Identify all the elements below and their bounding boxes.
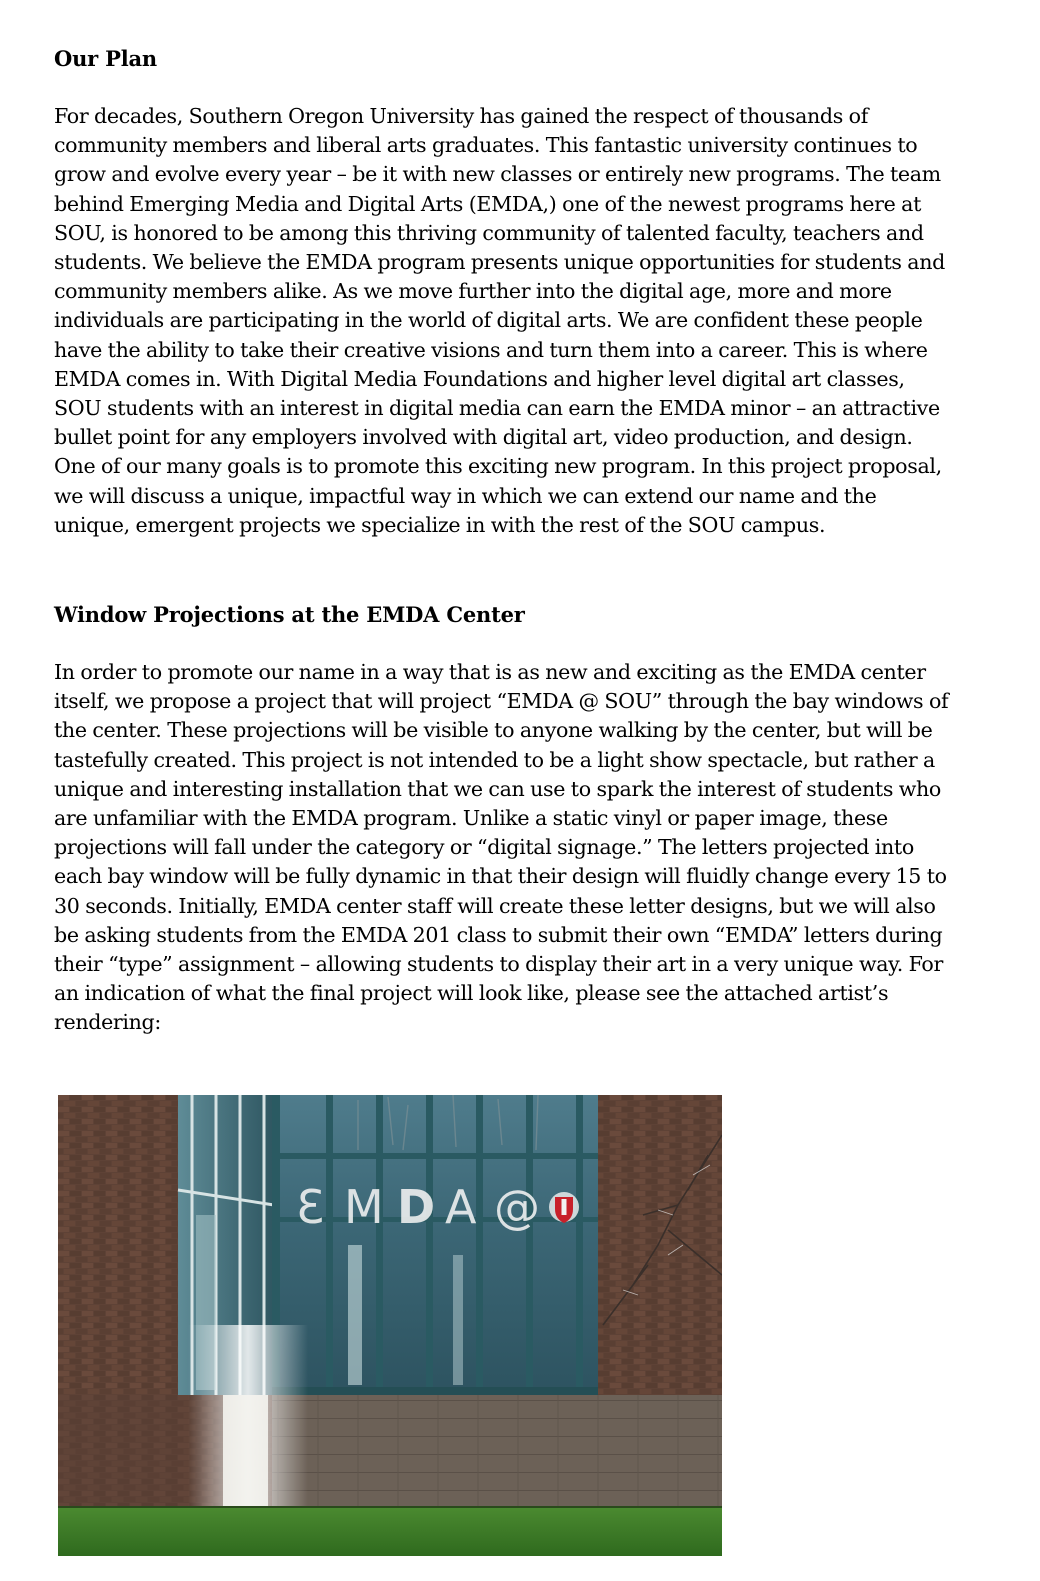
projected-letter-e: Ɛ [296, 1180, 325, 1234]
grass-lawn [58, 1507, 722, 1556]
section-paragraph-our-plan: For decades, Southern Oregon University has gained the respect of thousands of community members and liberal arts graduates. This fantastic university continues to grow and evolve every year – be it with new classes or entirely new programs. The team behind Emerging Media and Digital Arts (EMDA,) one of the newest programs here at SOU, is honored to be among this thriving community of talented faculty, teachers and students. We believe the EMDA program presents unique opportunities for students and community members alike. As we move further into the digital age, more and more individuals are participating in the world of digital arts. We are confident these people have the ability to take their creative visions and turn them into a career. This is where EMDA comes in. With Digital Media Foundations and higher level digital art classes, SOU students with an interest in digital media can earn the EMDA minor – an attractive bullet point for any employers involved with digital art, video production, and design. One of our many goals is to promote this exciting new program. In this project proposal, we will discuss a unique, impactful way in which we can extend our name and the unique, emergent projects we specialize in with the rest of the SOU campus. [54, 104, 945, 537]
projected-letter-m: M [344, 1180, 384, 1234]
section-paragraph-window-projections: In order to promote our name in a way that is as new and exciting as the EMDA center itself, we propose a project that will project “EMDA @ SOU” through the bay windows of the center. These projections will be visible to anyone walking by the center, but will be tastefully created. This project is not intended to be a light show spectacle, but rather a unique and interesting installation that we can use to spark the interest of students who are unfamiliar with the EMDA program. Unlike a static vinyl or paper image, these projections will fall under the category or “digital signage.” The letters projected into each bay window will be fully dynamic in that their design will fluidly change every 15 to 30 seconds. Initially, EMDA center staff will create these letter designs, but we will also be asking students from the EMDA 201 class to submit their own “EMDA” letters during their “type” assignment – allowing students to display their art in a very unique way. For an indication of what the final project will look like, please see the attached artist’s rendering: [54, 660, 949, 1035]
section-heading-window-projections: Window Projections at the EMDA Center [54, 602, 525, 628]
projected-at-sign: @ [494, 1180, 540, 1234]
document-page [54, 44, 954, 1038]
projected-letter-d: D [397, 1180, 436, 1234]
section-heading-our-plan: Our Plan [54, 46, 157, 71]
stone-base [58, 1395, 722, 1515]
artist-rendering-photo [58, 1095, 722, 1556]
bay-window [272, 1095, 598, 1395]
light-beam [188, 1325, 308, 1525]
projected-letter-a: A [445, 1180, 477, 1234]
